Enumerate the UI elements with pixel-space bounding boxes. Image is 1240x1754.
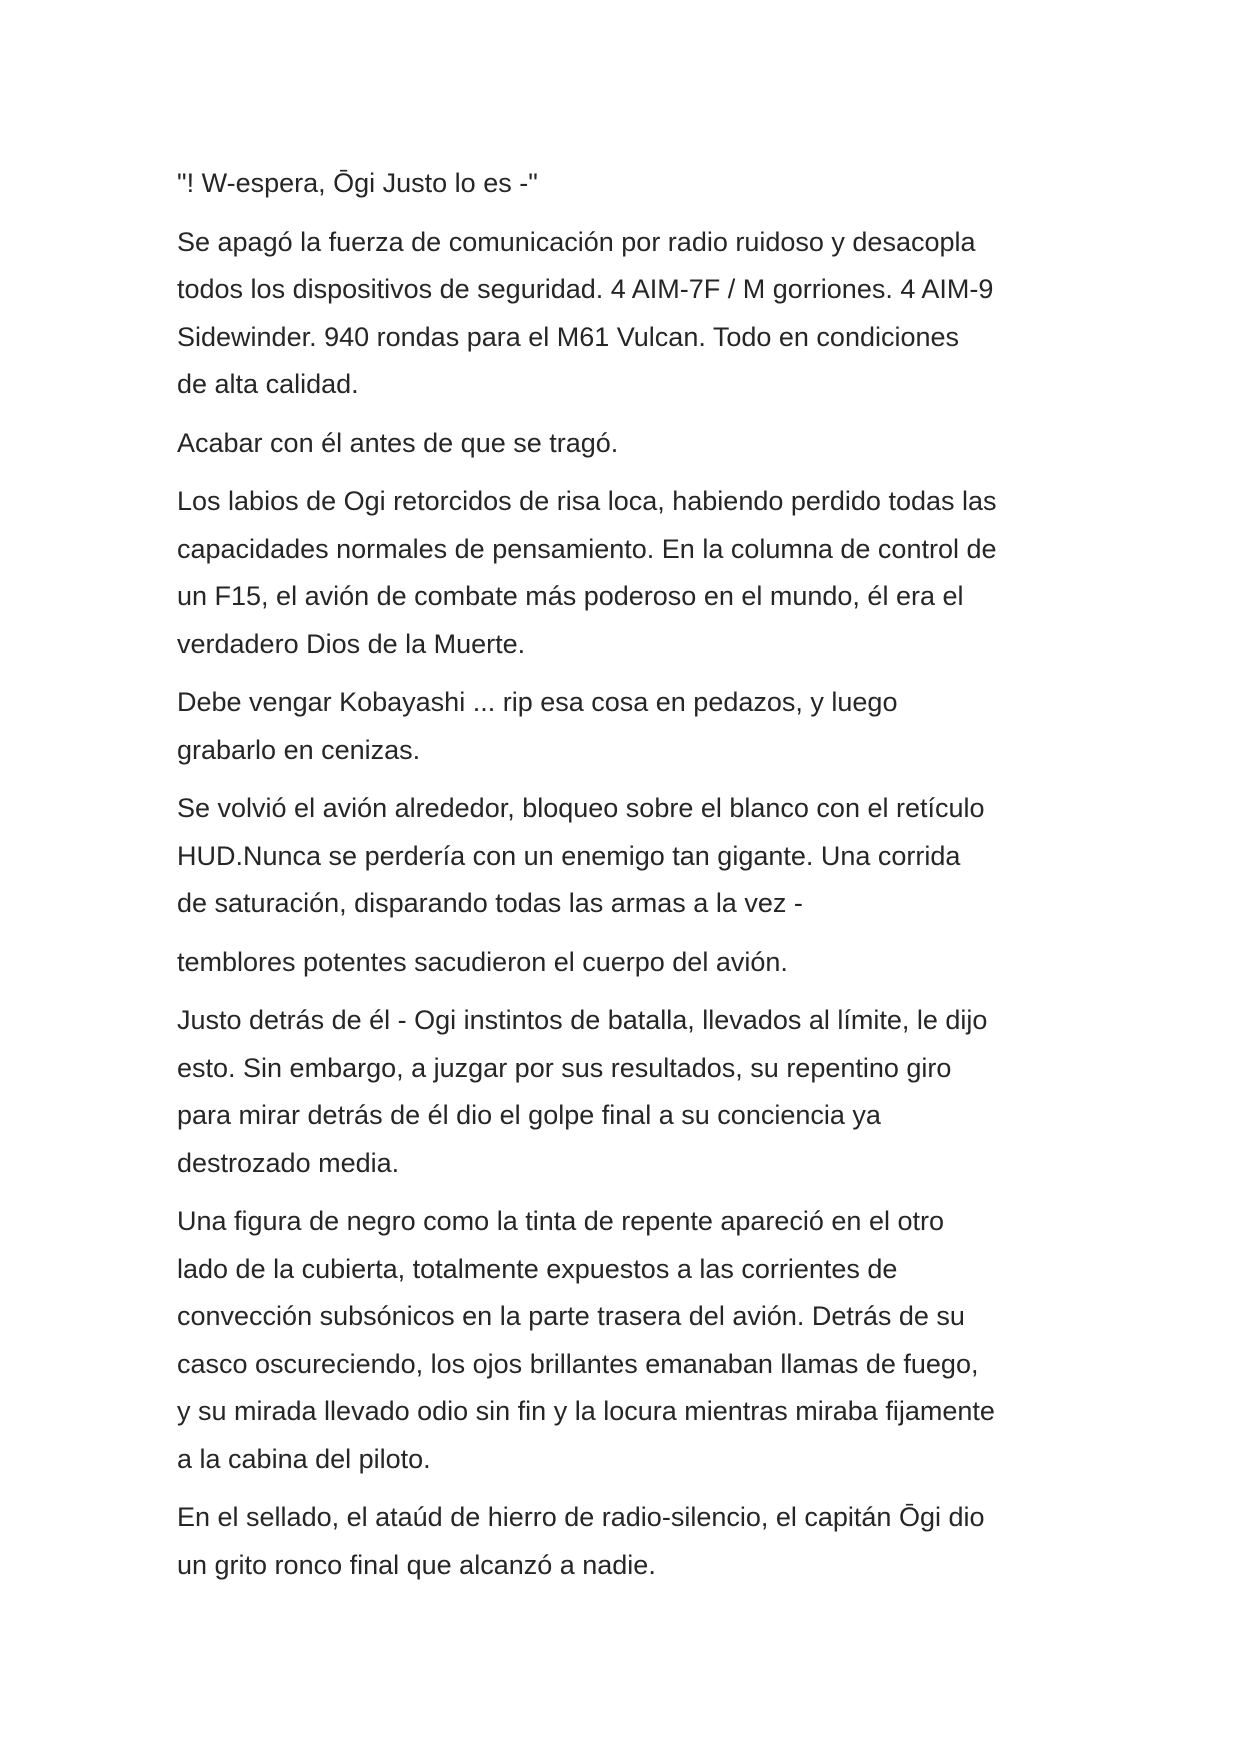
- text-line: esto. Sin embargo, a juzgar por sus resultados, su repentino giro: [177, 1052, 952, 1083]
- text-line: Acabar con él antes de que se tragó.: [177, 427, 619, 458]
- text-line: "! W-espera, Ōgi Justo lo es -": [177, 168, 538, 198]
- text-line: convección subsónicos en la parte trasera del avión. Detrás de su: [177, 1301, 965, 1331]
- text-line: a la cabina del piloto.: [177, 1443, 431, 1474]
- paragraph: [177, 679, 1077, 774]
- text-line: Los labios de Ogi retorcidos de risa loca, habiendo perdido todas las: [177, 486, 997, 516]
- text-line: Sidewinder. 940 rondas para el M61 Vulcan. Todo en condiciones: [177, 321, 960, 352]
- text-line: casco oscureciendo, los ojos brillantes emanaban llamas de fuego,: [177, 1348, 979, 1379]
- paragraph: [177, 420, 1077, 468]
- text-line: un grito ronco final que alcanzó a nadie.: [177, 1549, 656, 1580]
- text-line: capacidades normales de pensamiento. En la columna de control de: [177, 533, 997, 564]
- text-line: Se apagó la fuerza de comunicación por radio ruidoso y desacopla: [177, 226, 976, 257]
- paragraph: [177, 1198, 1077, 1483]
- paragraph: [177, 785, 1077, 928]
- text-line: grabarlo en cenizas.: [177, 734, 421, 765]
- document-page: [177, 160, 1077, 1600]
- text-line: destrozado media.: [177, 1147, 400, 1178]
- text-line: Se volvió el avión alrededor, bloqueo sobre el blanco con el retículo: [177, 793, 985, 823]
- text-line: un F15, el avión de combate más poderoso en el mundo, él era el: [177, 581, 964, 611]
- paragraph: [177, 219, 1077, 409]
- paragraph: [177, 939, 1077, 987]
- text-line: HUD.Nunca se perdería con un enemigo tan gigante. Una corrida: [177, 840, 961, 871]
- text-line: verdadero Dios de la Muerte.: [177, 628, 526, 659]
- text-line: temblores potentes sacudieron el cuerpo del avión.: [177, 946, 788, 977]
- text-line: de alta calidad.: [177, 369, 359, 399]
- paragraph: [177, 997, 1077, 1187]
- text-line: Debe vengar Kobayashi ... rip esa cosa en pedazos, y luego: [177, 687, 898, 717]
- paragraph: [177, 478, 1077, 668]
- text-line: de saturación, disparando todas las armas a la vez -: [177, 888, 803, 918]
- paragraph: [177, 1494, 1077, 1589]
- text-line: En el sellado, el ataúd de hierro de radio-silencio, el capitán Ōgi dio: [177, 1502, 985, 1532]
- text-line: lado de la cubierta, totalmente expuestos a las corrientes de: [177, 1253, 898, 1284]
- text-line: Justo detrás de él - Ogi instintos de batalla, llevados al límite, le dijo: [177, 1005, 988, 1035]
- text-line: y su mirada llevado odio sin fin y la locura mientras miraba fijamente: [177, 1396, 995, 1426]
- text-line: Una figura de negro como la tinta de repente apareció en el otro: [177, 1206, 944, 1236]
- text-line: todos los dispositivos de seguridad. 4 AIM-7F / M gorriones. 4 AIM-9: [177, 274, 994, 304]
- paragraph: [177, 160, 1077, 208]
- text-line: para mirar detrás de él dio el golpe final a su conciencia ya: [177, 1100, 881, 1130]
